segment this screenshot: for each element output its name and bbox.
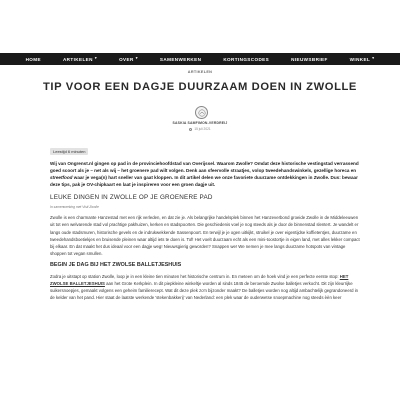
section-paragraph: Zwolle is een charmante Hanzestad met een rijk verleden, en dat zie je. Als belangrijke handelsplek binnen het Hanzeverbond groeide Zwolle in de Middeleeuwen uit tot een welvarende stad vol prachtige pakhuizen, kerken en stadspoorten. Die geschiedenis voel je nog steeds als je door de binnenstad slentert. Je wandelt er langs oude stadsmuren, historische gevels en de indrukwekkende Sassenpoort. En terwijl je je ogen uitkijkt, struikel je over eigentijdse koffietentjes, duurzame en tweedehandsboetiekjes en bruisende pleinen waar altijd iets te doen is. Tof! Het voelt duurzaam echt als een mini-toostortje in eigen land, met alles lekker compact bij elkaar. En dat maakt het dus ideaal voor een dagje weg! Nieuwsgierig geworden? Snappen we! We nemen je mee langs duurzame hotspots van vintage shoppen tot vegan smullen. [50, 215, 360, 256]
nav-item-home[interactable] [15, 57, 52, 62]
publish-date-text: 15 juli 2021 [194, 127, 211, 131]
nav-item-label: HOME [25, 56, 41, 62]
chevron-down-icon: ▾ [372, 56, 375, 61]
nav-item-winkel[interactable] [339, 57, 386, 62]
author-logo-icon [198, 109, 206, 117]
subsection-heading: BEGIN JE DAG BIJ HET ZWOLSE BALLETJESHUIS [50, 261, 182, 268]
nav-item-label: NIEUWSBRIEF [291, 56, 328, 62]
paragraph-text: aan het Grote Kerkplein. In dit piepkleine winkeltje worden al sinds 1845 de beroemde Zwolse balletjes verkocht. Dit zijn kleurrijke [104, 280, 353, 286]
balletjeshuis-link[interactable]: HET ZWOLSE BALLETJESHUIS [50, 273, 349, 286]
article-body [50, 140, 360, 301]
subsection-paragraph [50, 273, 360, 301]
nav-item-samenwerken[interactable] [149, 57, 212, 62]
reading-time-badge: Leestijd 6 minuten [50, 148, 88, 155]
nav-item-kortingscodes[interactable] [212, 57, 280, 62]
intro-text-2: waar je vega(n) hart sneller van gaat kloppen. In dit artikel delen we onze favoriete duurzame ontdekkingen in Zwolle. Dus: bewaar deze tips, pak je OV-chipkaart en laat je inspireren voor een groen dagje uit. [50, 174, 358, 188]
main-navigation [0, 53, 400, 65]
article-intro [50, 160, 360, 189]
publish-date [0, 127, 400, 131]
section-heading: LEUKE DINGEN IN ZWOLLE OP JE GROENERE PAD [50, 194, 213, 202]
nav-item-label: WINKEL [349, 56, 371, 62]
nav-item-over[interactable] [108, 57, 149, 62]
author-avatar[interactable] [195, 106, 208, 119]
section-caption: In samenwerking met Visit Zwolle [50, 205, 99, 210]
clock-icon [189, 128, 192, 131]
chevron-down-icon: ▾ [135, 56, 138, 61]
intro-text-1: Wij van Ongrenst.nl gingen op pad in de provinciehoofdstad van Overijssel. Waarom Zwolle? Omdat deze historische vestingstad verrassend goed scoort als je – net als wij – het groenere pad wilt volgen. Denk aan sfeervolle straatjes, volop tweedehandswinkels, gezellige horeca en [50, 160, 359, 173]
author-name[interactable]: SASKIA SAMFIMON-VERDREIJ [172, 121, 228, 125]
article-title: TIP VOOR EEN DAGJE DUURZAAM DOEN IN ZWOLLE [42, 81, 357, 93]
nav-item-label: ARTIKELEN [62, 56, 93, 62]
nav-item-artikelen[interactable] [52, 57, 108, 62]
paragraph-text: suikersnoepjes, gemaakt volgens een geheim familierecept. Wat dit deze plek zo'n bijzonder maakt? De balletjes worden nog altijd ambachtelijk gegrandoneerd in de kelder van het pand. Hier staat de laatste werkende 'stekenbakkerij' van Nederland: een plek waar de ouderwetse snoepmachine nog steeds èèn keer [50, 288, 359, 301]
article-category-link[interactable]: ARTIKELEN [187, 70, 213, 74]
paragraph-text: Zodra je uitstapt op station Zwolle, loop je in een kleine tien minuten het historische centrum in. En meteen om de hoek vind je een perfecte eerste stop: [50, 273, 340, 279]
intro-emphasis: streetfood [50, 174, 73, 180]
nav-item-nieuwsbrief[interactable] [280, 57, 339, 62]
nav-item-label: OVER [119, 56, 134, 62]
nav-item-label: KORTINGSCODES [223, 56, 270, 62]
nav-item-label: SAMENWERKEN [159, 56, 202, 62]
chevron-down-icon: ▾ [94, 56, 98, 61]
